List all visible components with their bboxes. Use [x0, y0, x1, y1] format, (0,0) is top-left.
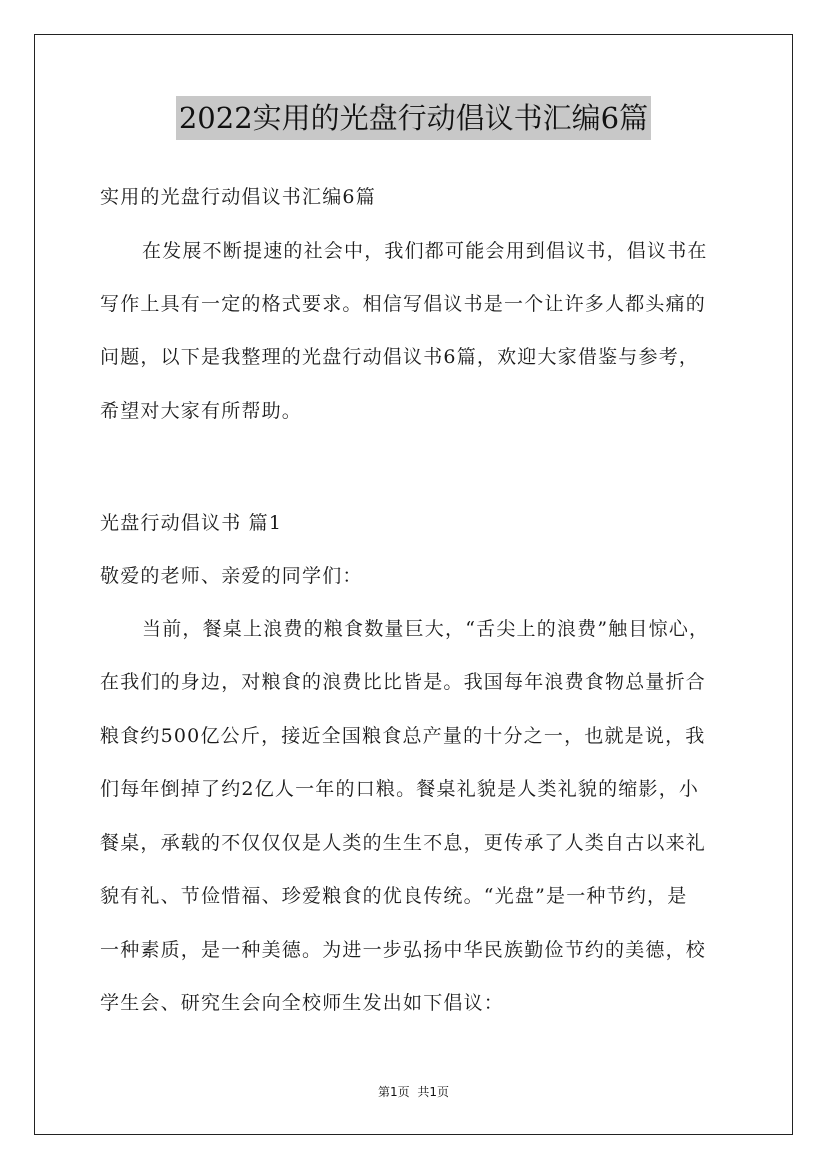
body-line-5: 餐桌，承载的不仅仅仅是人类的生生不息，更传承了人类自古以来礼: [100, 832, 707, 854]
intro-line-3: 问题，以下是我整理的光盘行动倡议书6篇，欢迎大家借鉴与参考，: [100, 346, 700, 368]
body-line-2: 在我们的身边，对粮食的浪费比比皆是。我国每年浪费食物总量折合: [100, 671, 707, 693]
body-line-8: 学生会、研究生会向全校师生发出如下倡议：: [100, 992, 505, 1014]
section-heading: 光盘行动倡议书 篇1: [100, 512, 283, 534]
body-line-4: 们每年倒掉了约2亿人一年的口粮。餐桌礼貌是人类礼貌的缩影，小: [100, 778, 700, 800]
intro-line-1: 在发展不断提速的社会中，我们都可能会用到倡议书，倡议书在: [142, 240, 708, 262]
intro-line-2: 写作上具有一定的格式要求。相信写倡议书是一个让许多人都头痛的: [100, 293, 707, 315]
salutation: 敬爱的老师、亲爱的同学们：: [100, 565, 363, 587]
page-total: 共1页: [417, 1085, 450, 1099]
document-title: 2022实用的光盘行动倡议书汇编6篇: [176, 96, 651, 140]
body-line-3: 粮食约500亿公斤，接近全国粮食总产量的十分之一，也就是说，我: [100, 725, 706, 747]
intro-line-4: 希望对大家有所帮助。: [100, 400, 303, 422]
document-subtitle: 实用的光盘行动倡议书汇编6篇: [100, 186, 376, 208]
page-footer: [0, 1083, 827, 1100]
body-line-6: 貌有礼、节俭惜福、珍爱粮食的优良传统。“光盘”是一种节约，是: [100, 885, 688, 907]
page-number: 第1页: [377, 1085, 410, 1099]
body-line-7: 一种素质，是一种美德。为进一步弘扬中华民族勤俭节约的美德，校: [100, 939, 707, 961]
title-container: [0, 96, 827, 140]
body-line-1: 当前，餐桌上浪费的粮食数量巨大，“舌尖上的浪费”触目惊心，: [142, 618, 710, 640]
